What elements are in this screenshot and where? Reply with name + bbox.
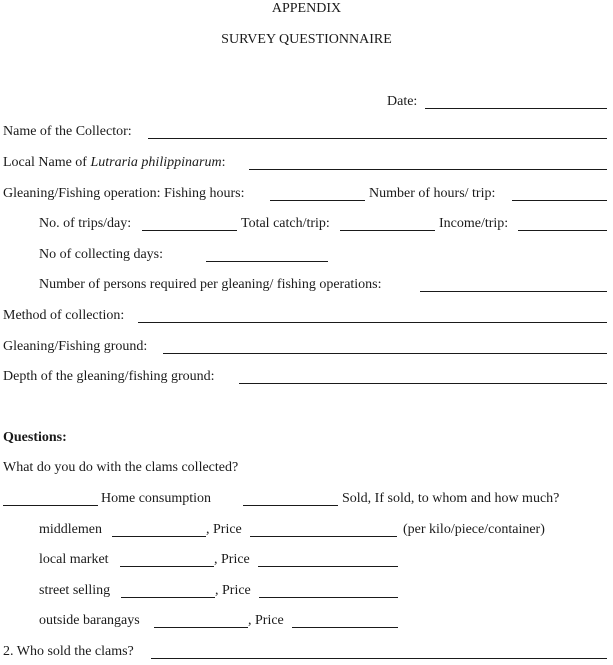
method-field[interactable] <box>138 322 607 323</box>
street-selling-label: street selling <box>39 583 111 598</box>
income-label: Income/trip: <box>439 216 509 231</box>
local-market-label: local market <box>39 552 109 567</box>
total-catch-label: Total catch/trip: <box>241 216 330 231</box>
questions-heading: Questions: <box>3 430 67 445</box>
local-name-label: Local Name of Lutraria philippinarum: <box>3 155 226 170</box>
income-field[interactable] <box>518 230 607 231</box>
street-selling-price-field[interactable] <box>259 597 398 598</box>
collector-label: Name of the Collector: <box>3 124 132 139</box>
local-market-field[interactable] <box>120 566 214 567</box>
ground-label: Gleaning/Fishing ground: <box>3 339 148 354</box>
local-name-field[interactable] <box>249 169 607 170</box>
question-2: 2. Who sold the clams? <box>3 644 134 659</box>
question-1: What do you do with the clams collected? <box>3 460 239 475</box>
local-market-price-label: , Price <box>214 552 250 567</box>
middlemen-field[interactable] <box>112 536 206 537</box>
method-label: Method of collection: <box>3 308 125 323</box>
depth-label: Depth of the gleaning/fishing ground: <box>3 369 215 384</box>
sold-field[interactable] <box>243 505 338 506</box>
home-consumption-label: Home consumption <box>101 491 212 506</box>
fishing-hours-field[interactable] <box>270 200 365 201</box>
outside-barangays-label: outside barangays <box>39 613 140 628</box>
total-catch-field[interactable] <box>340 230 435 231</box>
street-selling-price-label: , Price <box>215 583 251 598</box>
collecting-days-field[interactable] <box>206 261 328 262</box>
hours-per-trip-field[interactable] <box>512 200 607 201</box>
persons-required-label: Number of persons required per gleaning/ fishing operations: <box>39 277 382 292</box>
middlemen-price-label: , Price <box>206 522 242 537</box>
street-selling-field[interactable] <box>121 597 215 598</box>
depth-field[interactable] <box>239 383 607 384</box>
middlemen-label: middlemen <box>39 522 102 537</box>
appendix-heading: APPENDIX <box>271 1 342 16</box>
hours-per-trip-label: Number of hours/ trip: <box>369 186 496 201</box>
outside-barangays-price-label: , Price <box>248 613 284 628</box>
middlemen-price-field[interactable] <box>250 536 397 537</box>
who-sold-field[interactable] <box>151 658 607 659</box>
collector-field[interactable] <box>148 138 607 139</box>
outside-barangays-field[interactable] <box>154 627 248 628</box>
ground-field[interactable] <box>163 353 607 354</box>
sold-label: Sold, If sold, to whom and how much? <box>342 491 560 506</box>
persons-required-field[interactable] <box>420 291 607 292</box>
date-field[interactable] <box>425 108 607 109</box>
unit-label: (per kilo/piece/container) <box>403 522 545 537</box>
date-label: Date: <box>387 94 418 109</box>
trips-per-day-label: No. of trips/day: <box>39 216 132 231</box>
outside-barangays-price-field[interactable] <box>292 627 398 628</box>
trips-per-day-field[interactable] <box>142 230 237 231</box>
collecting-days-label: No of collecting days: <box>39 247 164 262</box>
page-title: SURVEY QUESTIONNAIRE <box>221 32 392 47</box>
home-consumption-field[interactable] <box>3 505 98 506</box>
local-market-price-field[interactable] <box>258 566 398 567</box>
operation-hours-label: Gleaning/Fishing operation: Fishing hours: <box>3 186 245 201</box>
